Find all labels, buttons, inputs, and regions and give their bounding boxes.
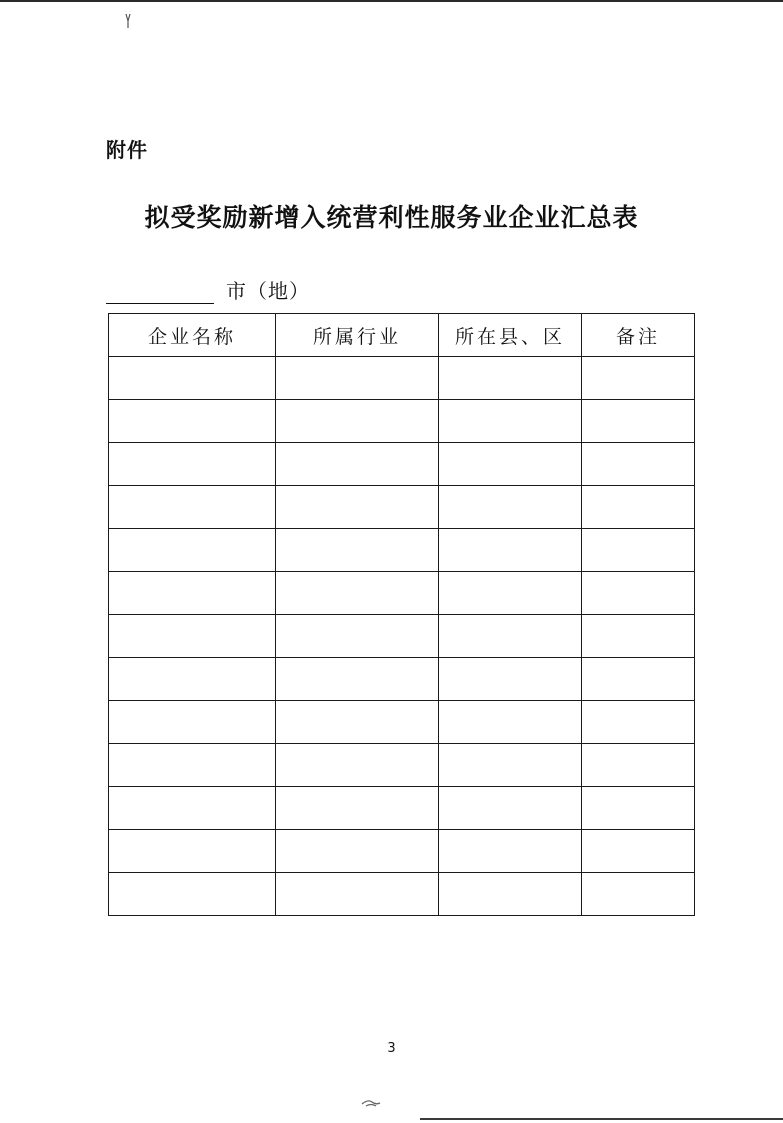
table-row [109,443,695,486]
remarks-cell[interactable] [582,529,695,572]
county-district-cell[interactable] [439,400,582,443]
scan-speck-mark [125,12,131,30]
enterprise-name-cell[interactable] [109,400,276,443]
remarks-cell[interactable] [582,873,695,916]
enterprise-summary-table [108,313,695,916]
enterprise-name-cell[interactable] [109,615,276,658]
remarks-cell[interactable] [582,830,695,873]
enterprise-name-cell[interactable] [109,572,276,615]
header-enterprise-name: 企业名称 [109,314,276,357]
county-district-cell[interactable] [439,787,582,830]
city-label: 市（地） [226,279,310,303]
industry-cell[interactable] [276,572,439,615]
table-row [109,357,695,400]
table-row [109,529,695,572]
city-blank-line[interactable] [106,281,214,304]
industry-cell[interactable] [276,443,439,486]
table-row [109,830,695,873]
table-row [109,873,695,916]
county-district-cell[interactable] [439,658,582,701]
enterprise-name-cell[interactable] [109,486,276,529]
county-district-cell[interactable] [439,357,582,400]
remarks-cell[interactable] [582,400,695,443]
enterprise-name-cell[interactable] [109,787,276,830]
county-district-cell[interactable] [439,443,582,486]
county-district-cell[interactable] [439,486,582,529]
industry-cell[interactable] [276,873,439,916]
remarks-cell[interactable] [582,357,695,400]
table-row [109,658,695,701]
remarks-cell[interactable] [582,572,695,615]
scan-smudge-mark [360,1096,382,1110]
header-county-district: 所在县、区 [439,314,582,357]
industry-cell[interactable] [276,529,439,572]
enterprise-name-cell[interactable] [109,873,276,916]
table-row [109,615,695,658]
header-industry: 所属行业 [276,314,439,357]
table-row [109,486,695,529]
remarks-cell[interactable] [582,443,695,486]
county-district-cell[interactable] [439,744,582,787]
page-number: 3 [387,1041,396,1056]
city-field-row [106,278,310,304]
enterprise-name-cell[interactable] [109,701,276,744]
remarks-cell[interactable] [582,486,695,529]
county-district-cell[interactable] [439,529,582,572]
county-district-cell[interactable] [439,572,582,615]
industry-cell[interactable] [276,658,439,701]
enterprise-name-cell[interactable] [109,529,276,572]
industry-cell[interactable] [276,744,439,787]
table-row [109,744,695,787]
industry-cell[interactable] [276,701,439,744]
header-remarks: 备注 [582,314,695,357]
industry-cell[interactable] [276,615,439,658]
table-row [109,701,695,744]
industry-cell[interactable] [276,486,439,529]
remarks-cell[interactable] [582,615,695,658]
industry-cell[interactable] [276,787,439,830]
county-district-cell[interactable] [439,830,582,873]
enterprise-name-cell[interactable] [109,830,276,873]
scan-top-edge [0,0,783,2]
enterprise-name-cell[interactable] [109,357,276,400]
remarks-cell[interactable] [582,701,695,744]
table-row [109,400,695,443]
enterprise-name-cell[interactable] [109,658,276,701]
remarks-cell[interactable] [582,658,695,701]
table-row [109,787,695,830]
industry-cell[interactable] [276,357,439,400]
document-title: 拟受奖励新增入统营利性服务业企业汇总表 [144,203,639,232]
industry-cell[interactable] [276,830,439,873]
enterprise-name-cell[interactable] [109,744,276,787]
table-body [109,357,695,916]
attachment-label: 附件 [106,138,148,162]
table-header-row [109,314,695,357]
enterprise-name-cell[interactable] [109,443,276,486]
county-district-cell[interactable] [439,701,582,744]
table-row [109,572,695,615]
industry-cell[interactable] [276,400,439,443]
remarks-cell[interactable] [582,744,695,787]
county-district-cell[interactable] [439,873,582,916]
scan-bottom-edge [420,1118,783,1120]
county-district-cell[interactable] [439,615,582,658]
remarks-cell[interactable] [582,787,695,830]
